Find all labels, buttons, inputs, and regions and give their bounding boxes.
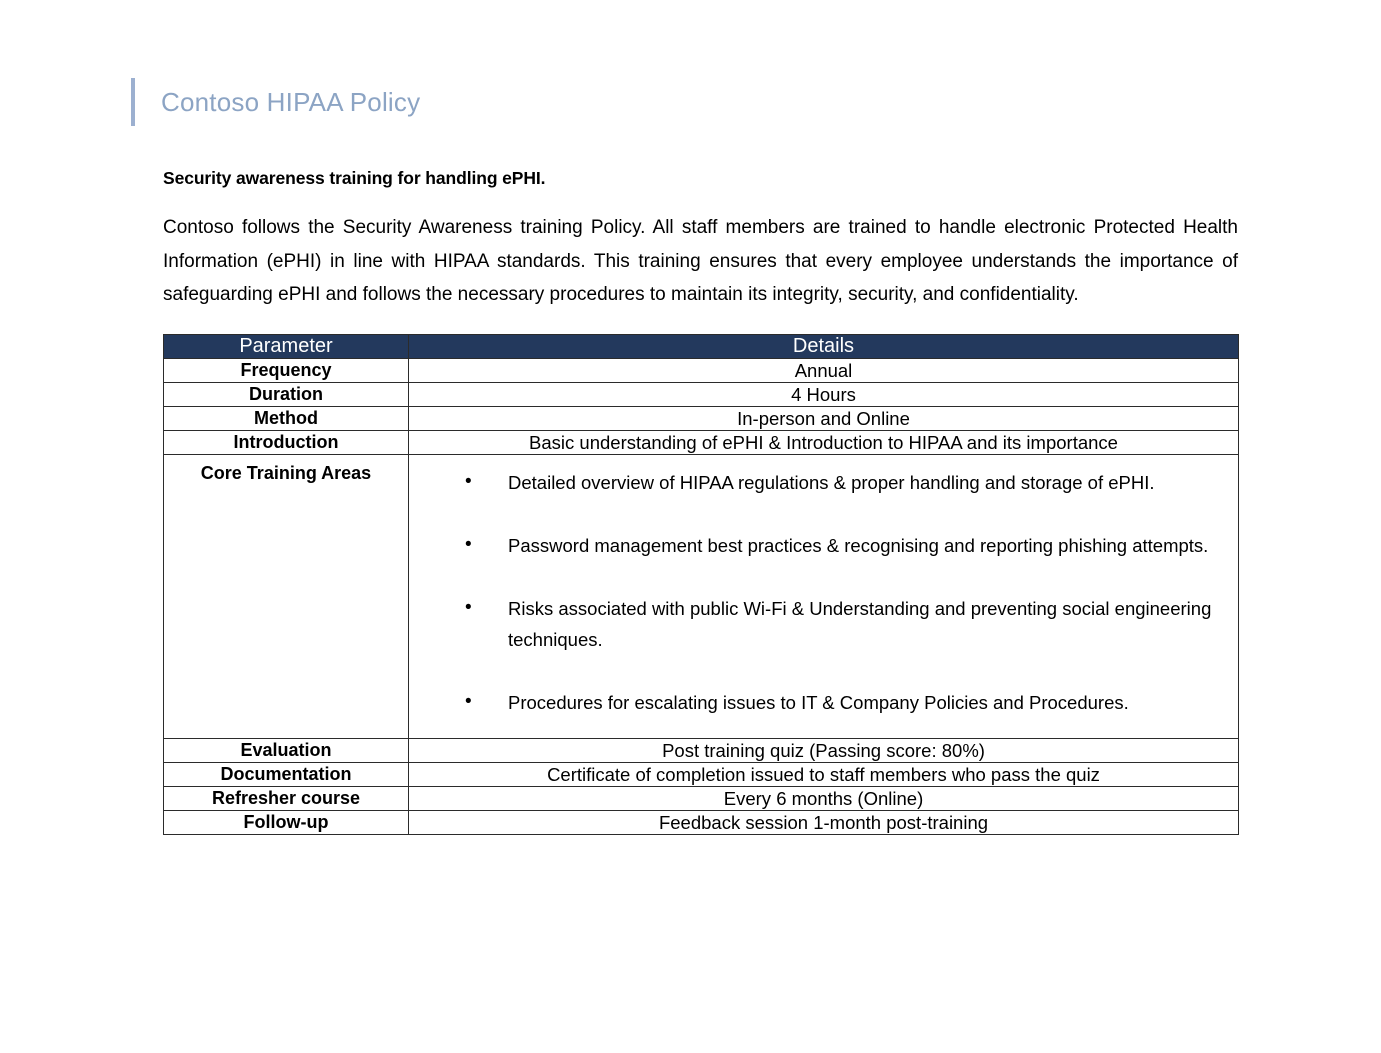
table-row-core-training bbox=[164, 454, 1239, 738]
cell-details: Certificate of completion issued to staff members who pass the quiz bbox=[409, 762, 1239, 786]
cell-parameter: Documentation bbox=[164, 762, 409, 786]
table-row bbox=[164, 762, 1239, 786]
table-row bbox=[164, 786, 1239, 810]
core-training-bullets bbox=[409, 455, 1238, 738]
list-item: • Detailed overview of HIPAA regulations & proper handling and storage of ePHI. bbox=[465, 467, 1228, 498]
cell-parameter: Method bbox=[164, 406, 409, 430]
cell-parameter: Duration bbox=[164, 382, 409, 406]
intro-paragraph: Contoso follows the Security Awareness training Policy. All staff members are trained to handle electronic Protected Health Information (ePHI) in line with HIPAA standards. This training ensures that every employee understands the importance of safeguarding ePHI and follows the necessary procedures to maintain its integrity, security, and confidentiality. bbox=[163, 217, 1238, 305]
cell-details: 4 Hours bbox=[409, 382, 1239, 406]
cell-details: Basic understanding of ePHI & Introduction to HIPAA and its importance bbox=[409, 430, 1239, 454]
column-header-details: Details bbox=[409, 334, 1239, 358]
page-title: Contoso HIPAA Policy bbox=[161, 87, 421, 117]
document-title-block bbox=[131, 78, 420, 126]
table-row bbox=[164, 406, 1239, 430]
cell-parameter: Follow-up bbox=[164, 810, 409, 834]
table-row bbox=[164, 358, 1239, 382]
cell-parameter: Refresher course bbox=[164, 786, 409, 810]
training-policy-table bbox=[163, 334, 1239, 835]
cell-details: Post training quiz (Passing score: 80%) bbox=[409, 738, 1239, 762]
cell-core-training-list bbox=[409, 454, 1239, 738]
list-item: • Procedures for escalating issues to IT & Company Policies and Procedures. bbox=[465, 687, 1228, 718]
cell-parameter: Core Training Areas bbox=[164, 454, 409, 738]
cell-parameter: Introduction bbox=[164, 430, 409, 454]
cell-details: Feedback session 1-month post-training bbox=[409, 810, 1239, 834]
column-header-parameter: Parameter bbox=[164, 334, 409, 358]
cell-parameter: Frequency bbox=[164, 358, 409, 382]
cell-details: Annual bbox=[409, 358, 1239, 382]
cell-details: In-person and Online bbox=[409, 406, 1239, 430]
table-row bbox=[164, 738, 1239, 762]
table-row bbox=[164, 810, 1239, 834]
document-body bbox=[163, 168, 1238, 835]
list-item: • Password management best practices & recognising and reporting phishing attempts. bbox=[465, 530, 1228, 561]
cell-parameter: Evaluation bbox=[164, 738, 409, 762]
table-row bbox=[164, 430, 1239, 454]
table-header-row bbox=[164, 334, 1239, 358]
section-heading: Security awareness training for handling ePHI. bbox=[163, 168, 546, 188]
list-item: • Risks associated with public Wi-Fi & Understanding and preventing social engineering techniques. bbox=[465, 593, 1228, 655]
title-accent-bar bbox=[131, 78, 135, 126]
table-row bbox=[164, 382, 1239, 406]
cell-details: Every 6 months (Online) bbox=[409, 786, 1239, 810]
